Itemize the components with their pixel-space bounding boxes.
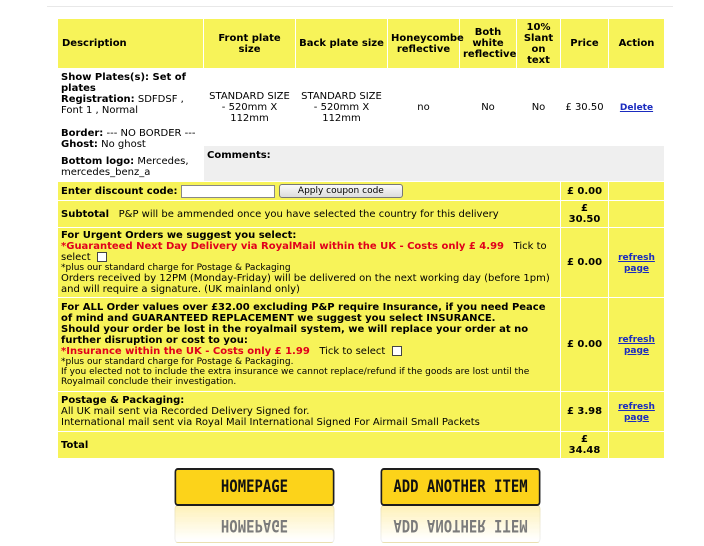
- item-both-white: No: [460, 69, 517, 146]
- postage-action: [609, 392, 665, 432]
- item-honeycombe: no: [388, 69, 460, 146]
- postage-refresh-link[interactable]: refresh page: [618, 401, 655, 423]
- item-price: £ 30.50: [561, 69, 609, 146]
- insurance-tick-label: Tick to select: [319, 346, 386, 357]
- cart-table: [57, 18, 665, 459]
- insurance-note: If you elected not to include the extra insurance we cannot replace/refund if the goods are lost until the Royalmail conclude their investigation.: [61, 367, 530, 387]
- discount-code-input[interactable]: [181, 185, 275, 198]
- insurance-checkbox[interactable]: [392, 346, 402, 356]
- discount-empty: [609, 182, 665, 201]
- discount-row: [58, 182, 665, 201]
- total-row: [58, 432, 665, 459]
- item-slant: No: [517, 69, 561, 146]
- homepage-button[interactable]: HOMEPAGE: [175, 468, 335, 506]
- item-description: [58, 69, 204, 182]
- header-slant: 10% Slant on text: [517, 19, 561, 69]
- item-title: Show Plates(s): Set of plates: [61, 72, 186, 94]
- item-ghost: Ghost: No ghost: [61, 139, 146, 150]
- urgent-heading: For Urgent Orders we suggest you select:: [61, 230, 297, 241]
- urgent-cell: [58, 228, 561, 298]
- discount-amount: £ 0.00: [561, 182, 609, 201]
- item-back-size: STANDARD SIZE - 520mm X 112mm: [296, 69, 388, 146]
- insurance-row: [58, 298, 665, 392]
- discount-cell: [58, 182, 561, 201]
- header-description: Description: [58, 19, 204, 69]
- header-action: Action: [609, 19, 665, 69]
- urgent-tick-label: Tick to select: [61, 241, 547, 263]
- urgent-action: [609, 228, 665, 298]
- total-amount: £ 34.48: [561, 432, 609, 459]
- urgent-offer-line: [61, 241, 557, 263]
- item-row: [58, 69, 665, 146]
- delete-link[interactable]: Delete: [619, 102, 654, 113]
- subtotal-label: Subtotal: [61, 208, 110, 220]
- insurance-refresh-link[interactable]: refresh page: [618, 334, 655, 356]
- item-border: Border: --- NO BORDER ---: [61, 128, 196, 139]
- total-label: Total: [58, 432, 561, 459]
- subtotal-note: P&P will be ammended once you have selected the country for this delivery: [118, 208, 499, 220]
- urgent-note: Orders received by 12PM (Monday-Friday) will be delivered on the next working day (before 1pm) and will require a signature. (UK mainland only): [61, 273, 550, 295]
- insurance-offer-line: [61, 346, 557, 357]
- comments-label: Comments:: [204, 146, 665, 182]
- discount-label: Enter discount code:: [61, 186, 178, 197]
- item-action: [609, 69, 665, 146]
- subtotal-empty: [609, 201, 665, 228]
- header-front-plate-size: Front plate size: [204, 19, 296, 69]
- postage-cell: [58, 392, 561, 432]
- postage-heading: Postage & Packaging:: [61, 395, 185, 406]
- urgent-offer: *Guaranteed Next Day Delivery via RoyalMail within the UK - Costs only £ 4.99: [61, 241, 504, 252]
- header-both-white: Both white reflective: [460, 19, 517, 69]
- item-registration: Registration: SDFDSF , Font 1 , Normal: [61, 94, 184, 116]
- subtotal-row: [58, 201, 665, 228]
- urgent-plus: *plus our standard charge for Postage & Packaging: [61, 263, 291, 273]
- add-another-item-button[interactable]: ADD ANOTHER ITEM: [381, 468, 541, 506]
- postage-amount: £ 3.98: [561, 392, 609, 432]
- top-divider: [47, 6, 673, 12]
- header-honeycombe: Honeycombe reflective: [388, 19, 460, 69]
- header-back-plate-size: Back plate size: [296, 19, 388, 69]
- insurance-action: [609, 298, 665, 392]
- total-empty: [609, 432, 665, 459]
- postage-line-1: All UK mail sent via Recorded Delivery Signed for.: [61, 406, 310, 417]
- urgent-row: [58, 228, 665, 298]
- postage-row: [58, 392, 665, 432]
- insurance-cell: [58, 298, 561, 392]
- urgent-amount: £ 0.00: [561, 228, 609, 298]
- add-another-item-reflection: ADD ANOTHER ITEM: [381, 505, 541, 543]
- insurance-heading-2: Should your order be lost in the royalmail system, we will replace your order at no further disruption or cost to you:: [61, 324, 529, 346]
- urgent-checkbox[interactable]: [97, 252, 107, 262]
- header-row: [58, 19, 665, 69]
- homepage-button-reflection: HOMEPAGE: [175, 505, 335, 543]
- insurance-offer: *Insurance within the UK - Costs only £ 1.99: [61, 346, 310, 357]
- subtotal-amount: £ 30.50: [561, 201, 609, 228]
- insurance-heading: For ALL Order values over £32.00 excluding P&P require Insurance, if you need Peace of mind and GUARANTEED REPLACEMENT we suggest you select INSURANCE.: [61, 302, 546, 324]
- apply-coupon-button[interactable]: Apply coupon code: [279, 184, 403, 198]
- subtotal-cell: [58, 201, 561, 228]
- urgent-refresh-link[interactable]: refresh page: [618, 252, 655, 274]
- postage-line-2: International mail sent via Royal Mail International Signed For Airmail Small Packets: [61, 417, 480, 428]
- item-bottom-logo: Bottom logo: Mercedes, mercedes_benz_a: [61, 156, 189, 178]
- insurance-plus: *plus our standard charge for Postage & Packaging.: [61, 357, 294, 367]
- header-price: Price: [561, 19, 609, 69]
- insurance-amount: £ 0.00: [561, 298, 609, 392]
- item-front-size: STANDARD SIZE - 520mm X 112mm: [204, 69, 296, 146]
